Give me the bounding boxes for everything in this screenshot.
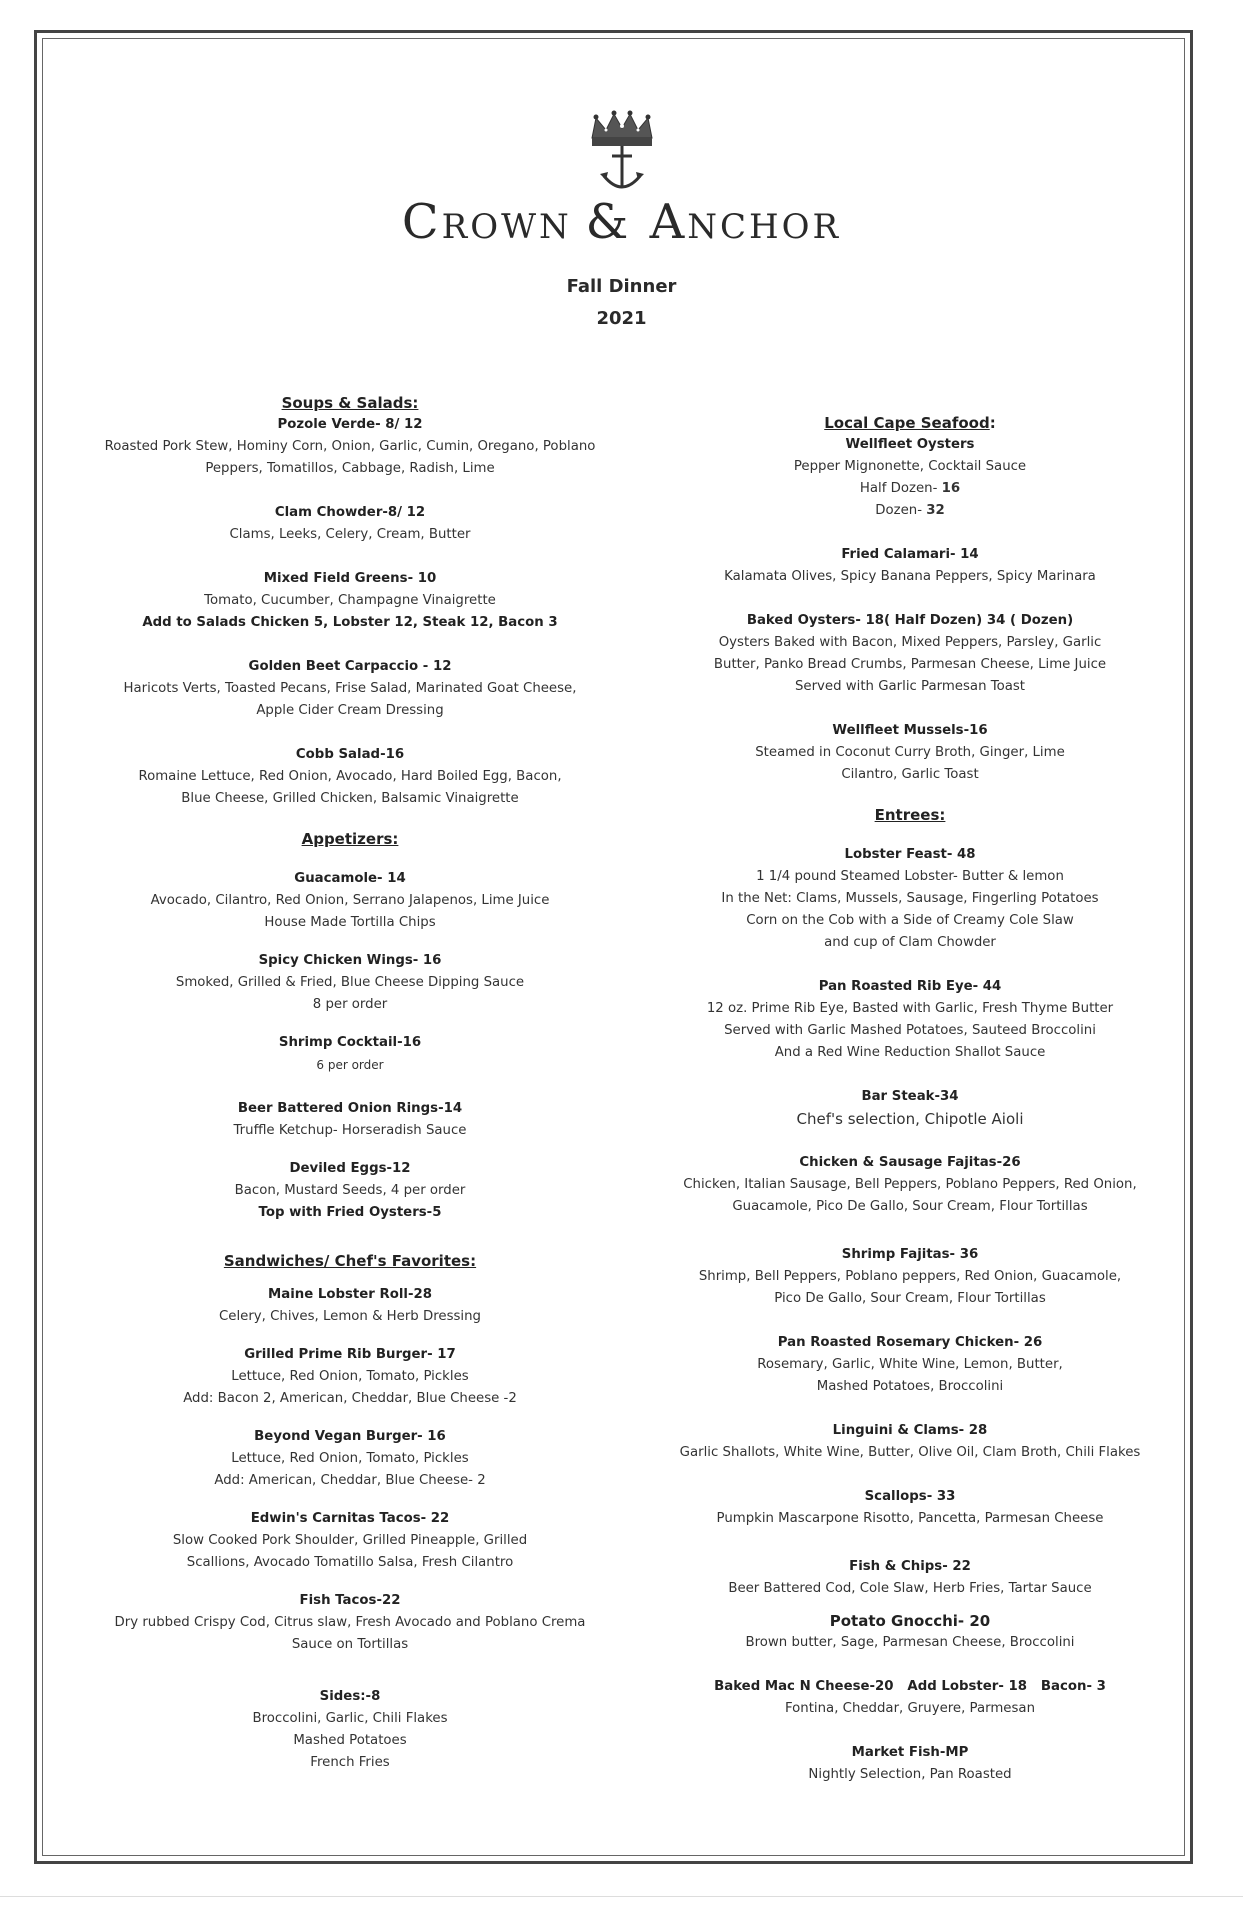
menu-item-chicken-wings: Spicy Chicken Wings- 16 Smoked, Grilled & Fried, Blue Cheese Dipping Sauce 8 per order (175, 953, 525, 1012)
menu-item-rib-eye: Pan Roasted Rib Eye- 44 12 oz. Prime Rib Eye, Basted with Garlic, Fresh Thyme Butter Served with Garlic Mashed Potatoes, Sauteed Broccolini And a Red Wine Reduction Shallot Sauce (706, 979, 1114, 1060)
menu-item-shrimp-cocktail: Shrimp Cocktail-16 6 per order (278, 1035, 422, 1072)
section-appetizers: Appetizers: (301, 830, 399, 848)
menu-item-linguini-clams: Linguini & Clams- 28 Garlic Shallots, White Wine, Butter, Olive Oil, Clam Broth, Chili Flakes (679, 1423, 1141, 1460)
menu-item-vegan-burger: Beyond Vegan Burger- 16 Lettuce, Red Onion, Tomato, Pickles Add: American, Cheddar, Blue Cheese- 2 (214, 1429, 486, 1488)
menu-item-fish-chips: Fish & Chips- 22 Beer Battered Cod, Cole Slaw, Herb Fries, Tartar Sauce (728, 1559, 1092, 1596)
menu-item-fried-calamari: Fried Calamari- 14 Kalamata Olives, Spicy Banana Peppers, Spicy Marinara (724, 547, 1096, 584)
section-soups-salads: Soups & Salads: (281, 394, 419, 412)
restaurant-logo (0, 108, 1243, 250)
right-column (660, 412, 1160, 1786)
menu-item-guacamole: Guacamole- 14 Avocado, Cilantro, Red Onion, Serrano Jalapenos, Lime Juice House Made Tortilla Chips (150, 871, 550, 930)
menu-item-deviled-eggs: Deviled Eggs-12 Bacon, Mustard Seeds, 4 per order Top with Fried Oysters-5 (234, 1161, 466, 1220)
menu-year: 2021 (596, 308, 647, 329)
left-column (80, 392, 620, 1774)
menu-item-pozole: Pozole Verde- 8/ 12 Roasted Pork Stew, Hominy Corn, Onion, Garlic, Cumin, Oregano, Poblano Peppers, Tomatillos, Cabbage, Radish, Lime (104, 417, 596, 476)
menu-item-baked-oysters: Baked Oysters- 18( Half Dozen) 34 ( Dozen) Oysters Baked with Bacon, Mixed Peppers, Parsley, Garlic Butter, Panko Bread Crumbs, Parmesan Cheese, Lime Juice Served with Garlic Parmesan Toast (713, 613, 1107, 694)
menu-item-potato-gnocchi: Potato Gnocchi- 20 Brown butter, Sage, Parmesan Cheese, Broccolini (745, 1612, 1075, 1650)
menu-item-carnitas-tacos: Edwin's Carnitas Tacos- 22 Slow Cooked Pork Shoulder, Grilled Pineapple, Grilled Scallions, Avocado Tomatillo Salsa, Fresh Cilantro (172, 1511, 528, 1570)
menu-item-mixed-greens: Mixed Field Greens- 10 Tomato, Cucumber, Champagne Vinaigrette Add to Salads Chicken 5, Lobster 12, Steak 12, Bacon 3 (142, 571, 558, 630)
section-entrees: Entrees: (874, 806, 946, 824)
section-local-seafood: Local Cape Seafood: (824, 414, 996, 432)
menu-title: Fall Dinner (566, 276, 677, 297)
menu-item-market-fish: Market Fish-MP Nightly Selection, Pan Roasted (808, 1745, 1012, 1782)
menu-item-scallops: Scallops- 33 Pumpkin Mascarpone Risotto, Pancetta, Parmesan Cheese (716, 1489, 1104, 1526)
menu-item-wellfleet-mussels: Wellfleet Mussels-16 Steamed in Coconut Curry Broth, Ginger, Lime Cilantro, Garlic Toast (755, 723, 1065, 782)
menu-item-mac-n-cheese: Baked Mac N Cheese-20 Add Lobster- 18 Bacon- 3 Fontina, Cheddar, Gruyere, Parmesan (714, 1679, 1106, 1716)
menu-item-cobb-salad: Cobb Salad-16 Romaine Lettuce, Red Onion, Avocado, Hard Boiled Egg, Bacon, Blue Cheese, Grilled Chicken, Balsamic Vinaigrette (138, 747, 562, 806)
menu-item-onion-rings: Beer Battered Onion Rings-14 Truffle Ketchup- Horseradish Sauce (233, 1101, 467, 1138)
menu-item-beet-carpaccio: Golden Beet Carpaccio - 12 Haricots Verts, Toasted Pecans, Frise Salad, Marinated Goat Cheese, Apple Cider Cream Dressing (123, 659, 577, 718)
menu-item-chicken-sausage-fajitas: Chicken & Sausage Fajitas-26 Chicken, Italian Sausage, Bell Peppers, Poblano Peppers, Red Onion, Guacamole, Pico De Gallo, Sour Cream, Flour Tortillas (683, 1155, 1137, 1214)
crown-anchor-icon (582, 108, 662, 198)
menu-item-rosemary-chicken: Pan Roasted Rosemary Chicken- 26 Rosemary, Garlic, White Wine, Lemon, Butter, Mashed Potatoes, Broccolini (757, 1335, 1063, 1394)
restaurant-name: CROWN & ANCHOR (401, 194, 842, 250)
section-sandwiches: Sandwiches/ Chef's Favorites: (223, 1252, 477, 1270)
menu-item-prime-rib-burger: Grilled Prime Rib Burger- 17 Lettuce, Red Onion, Tomato, Pickles Add: Bacon 2, American, Cheddar, Blue Cheese -2 (183, 1347, 517, 1406)
menu-item-lobster-feast: Lobster Feast- 48 1 1/4 pound Steamed Lobster- Butter & lemon In the Net: Clams, Mussels, Sausage, Fingerling Potatoes Corn on the Cob with a Side of Creamy Cole Slaw and cup of Clam Chowder (721, 847, 1099, 950)
menu-item-sides: Sides:-8 Broccolini, Garlic, Chili Flakes Mashed Potatoes French Fries (252, 1689, 448, 1770)
menu-item-bar-steak: Bar Steak-34 Chef's selection, Chipotle Aioli (796, 1089, 1024, 1128)
menu-item-fish-tacos: Fish Tacos-22 Dry rubbed Crispy Cod, Citrus slaw, Fresh Avocado and Poblano Crema Sauce on Tortillas (114, 1593, 586, 1652)
menu-item-clam-chowder: Clam Chowder-8/ 12 Clams, Leeks, Celery, Cream, Butter (229, 505, 471, 542)
menu-item-wellfleet-oysters: Wellfleet Oysters Pepper Mignonette, Cocktail Sauce Half Dozen- 16 Dozen- 32 (793, 437, 1027, 518)
menu-item-lobster-roll: Maine Lobster Roll-28 Celery, Chives, Lemon & Herb Dressing (219, 1287, 481, 1324)
scan-edge-line (0, 1896, 1243, 1897)
menu-item-shrimp-fajitas: Shrimp Fajitas- 36 Shrimp, Bell Peppers, Poblano peppers, Red Onion, Guacamole, Pico De Gallo, Sour Cream, Flour Tortillas (698, 1247, 1122, 1306)
